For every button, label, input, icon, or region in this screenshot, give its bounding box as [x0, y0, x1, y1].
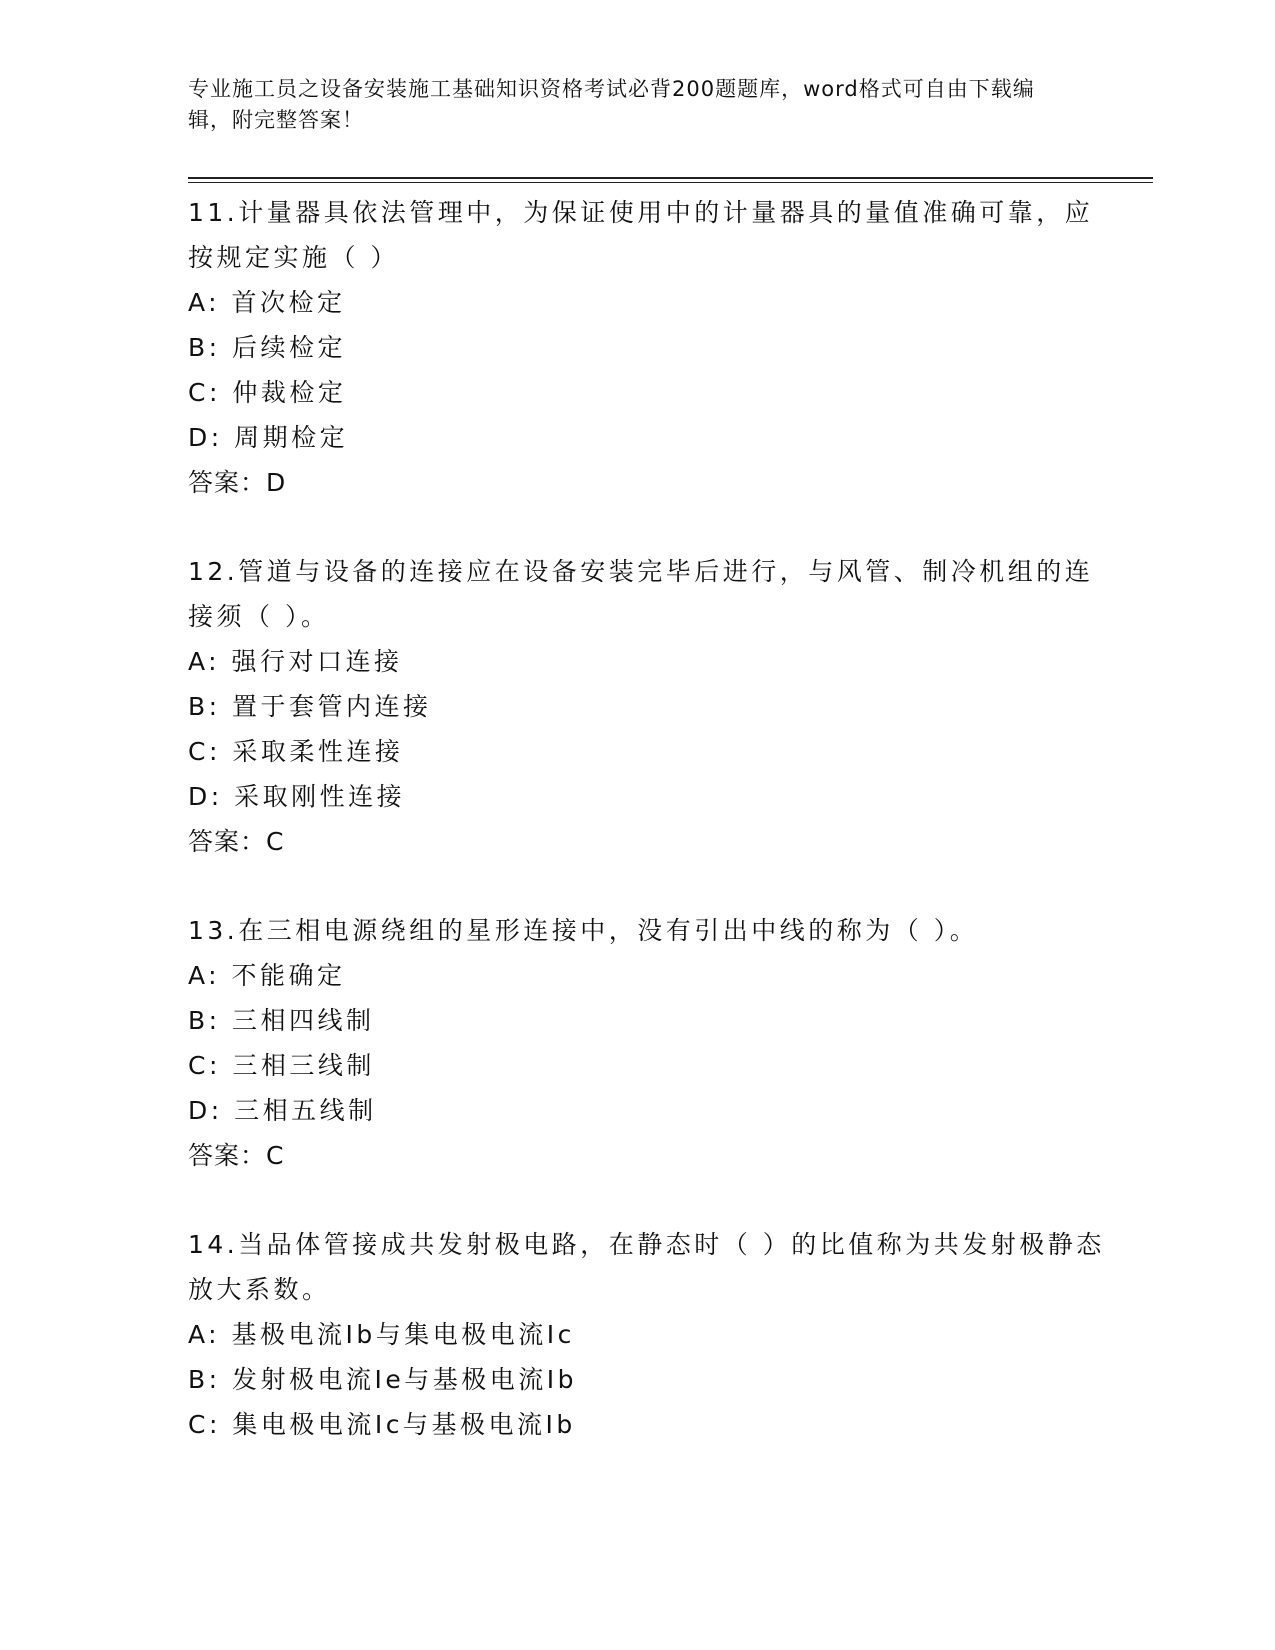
answer: 答案：D	[188, 468, 287, 497]
question-stem: 11.计量器具依法管理中，为保证使用中的计量器具的量值准确可靠，应按规定实施（ ）	[188, 198, 1094, 272]
option-d: D: 周期检定	[188, 423, 349, 452]
answer: 答案：C	[188, 1141, 285, 1170]
question-11	[188, 190, 1108, 505]
option-c: C: 采取柔性连接	[188, 737, 404, 766]
question-13	[188, 908, 1108, 1178]
option-a: A: 强行对口连接	[188, 647, 403, 676]
document-header: 专业施工员之设备安装施工基础知识资格考试必背200题题库，word格式可自由下载编辑，附完整答案！	[188, 77, 1035, 132]
question-14	[188, 1222, 1108, 1447]
question-stem: 12.管道与设备的连接应在设备安装完毕后进行，与风管、制冷机组的连接须（ ）。	[188, 557, 1094, 631]
option-c: C: 三相三线制	[188, 1051, 375, 1080]
question-stem: 14.当品体管接成共发射极电路，在静态时（ ）的比值称为共发射极静态放大系数。	[188, 1230, 1105, 1304]
question-list	[188, 190, 1108, 1491]
option-c: C: 集电极电流Ic与基极电流Ib	[188, 1410, 576, 1439]
question-12	[188, 549, 1108, 864]
option-c: C: 仲裁检定	[188, 378, 347, 407]
option-b: B: 发射极电流Ie与基极电流Ib	[188, 1365, 578, 1394]
option-a: A: 不能确定	[188, 961, 346, 990]
option-b: B: 后续检定	[188, 333, 347, 362]
answer: 答案：C	[188, 827, 285, 856]
option-d: D: 采取刚性连接	[188, 782, 406, 811]
option-b: B: 三相四线制	[188, 1006, 375, 1035]
header-rule-thick	[188, 177, 1153, 179]
option-a: A: 基极电流Ib与集电极电流Ic	[188, 1320, 575, 1349]
option-d: D: 三相五线制	[188, 1096, 377, 1125]
option-b: B: 置于套管内连接	[188, 692, 432, 721]
option-a: A: 首次检定	[188, 288, 346, 317]
header-rule-thin	[188, 182, 1153, 183]
question-stem: 13.在三相电源绕组的星形连接中，没有引出中线的称为（ ）。	[188, 916, 979, 945]
